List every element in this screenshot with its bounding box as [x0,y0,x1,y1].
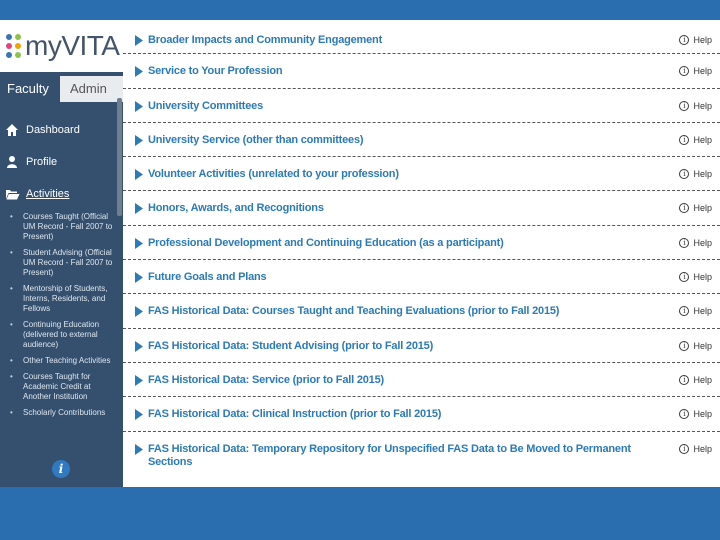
info-icon[interactable]: i [52,460,70,478]
help-label: Help [693,35,712,45]
subnav-item[interactable]: • Courses Taught (Official UM Record - Fall 2007 to Present) [10,212,119,242]
section-title[interactable]: FAS Historical Data: Clinical Instruction (prior to Fall 2015) [148,408,442,421]
help-label: Help [693,409,712,420]
help-info-icon: i [679,444,689,454]
expand-caret-icon[interactable] [135,238,144,250]
role-tabs [0,76,123,102]
subnav-item[interactable]: • Mentorship of Students, Interns, Residents, and Fellows [10,284,119,314]
tab-admin[interactable]: Admin [60,76,123,102]
sidebar-item-dashboard[interactable] [0,114,123,146]
help-link[interactable] [679,202,712,213]
sidebar-item-activities[interactable] [0,178,123,210]
section-title[interactable]: Service to Your Profession [148,65,283,78]
help-label: Help [693,340,712,351]
help-info-icon: i [679,341,689,351]
help-link[interactable] [679,34,712,45]
help-label: Help [693,237,712,248]
subnav-item[interactable]: • Student Advising (Official UM Record - Fall 2007 to Present) [10,248,119,278]
person-icon [4,154,20,170]
section-row[interactable] [123,54,720,88]
help-link[interactable] [679,340,712,351]
sidebar-item-label: Profile [26,156,58,168]
section-title[interactable]: Future Goals and Plans [148,271,267,284]
sidebar-nav [0,102,123,210]
subnav-item[interactable]: • Scholarly Contributions [10,408,119,418]
logo-dot [15,52,21,58]
expand-caret-icon[interactable] [135,409,144,421]
subnav-item[interactable]: • Continuing Education (delivered to external audience) [10,320,119,350]
help-label: Help [693,169,712,180]
home-icon [4,122,20,138]
expand-caret-icon[interactable] [135,101,144,113]
section-title[interactable]: University Committees [148,99,264,112]
help-link[interactable] [679,237,712,248]
section-row[interactable] [123,363,720,397]
help-info-icon: i [679,35,689,45]
help-info-icon: i [679,272,689,282]
logo-dot [6,34,12,40]
section-title[interactable]: Professional Development and Continuing Education (as a participant) [148,236,504,249]
section-row[interactable] [123,432,720,472]
logo-dot [6,43,12,49]
section-row[interactable] [123,89,720,123]
help-info-icon: i [679,169,689,179]
help-label: Help [693,134,712,145]
expand-caret-icon[interactable] [135,135,144,147]
expand-caret-icon[interactable] [135,375,144,387]
help-info-icon: i [679,238,689,248]
activity-section-list [123,20,720,487]
help-info-icon: i [679,135,689,145]
section-row[interactable] [123,329,720,363]
logo-text: myVITA [25,30,120,61]
help-label: Help [693,272,712,283]
section-title[interactable]: FAS Historical Data: Temporary Repository for Unspecified FAS Data to Be Moved to Permanent Sections [148,442,631,468]
logo-dot [15,43,21,49]
help-info-icon: i [679,101,689,111]
help-info-icon: i [679,409,689,419]
help-link[interactable] [679,271,712,282]
section-title[interactable]: Honors, Awards, and Recognitions [148,202,324,215]
help-info-icon: i [679,66,689,76]
section-title[interactable]: FAS Historical Data: Service (prior to Fall 2015) [148,373,384,386]
expand-caret-icon[interactable] [135,306,144,318]
tab-faculty[interactable]: Faculty [0,76,60,102]
help-label: Help [693,443,712,454]
subnav-item[interactable]: • Other Teaching Activities [10,356,119,366]
help-link[interactable] [679,443,712,454]
help-label: Help [693,306,712,317]
expand-caret-icon[interactable] [135,169,144,181]
section-row[interactable] [123,20,720,54]
logo-dots-icon [6,34,21,58]
section-row[interactable] [123,191,720,225]
help-link[interactable] [679,134,712,145]
help-link[interactable] [679,100,712,111]
logo[interactable] [0,20,123,72]
help-label: Help [693,203,712,214]
app-window [0,20,720,487]
expand-caret-icon[interactable] [135,35,144,47]
activities-subnav [0,212,123,418]
subnav-item[interactable]: • Courses Taught for Academic Credit at Another Institution [10,372,119,402]
sidebar-item-profile[interactable] [0,146,123,178]
help-info-icon: i [679,375,689,385]
slide-footer-band [0,487,720,540]
sidebar [0,20,123,487]
section-title[interactable]: Volunteer Activities (unrelated to your profession) [148,168,399,181]
expand-caret-icon[interactable] [135,341,144,353]
sidebar-item-label: Activities [26,188,70,200]
section-title[interactable]: University Service (other than committees) [148,133,364,146]
logo-dot [15,34,21,40]
section-row[interactable] [123,123,720,157]
help-link[interactable] [679,65,712,76]
section-row[interactable] [123,226,720,260]
help-info-icon: i [679,203,689,213]
help-link[interactable] [679,408,712,419]
help-info-icon: i [679,306,689,316]
folder-open-icon [4,186,20,202]
help-link[interactable] [679,374,712,385]
help-label: Help [693,100,712,111]
section-row[interactable] [123,157,720,191]
section-title[interactable]: FAS Historical Data: Student Advising (prior to Fall 2015) [148,339,434,352]
expand-caret-icon[interactable] [135,66,144,78]
help-label: Help [693,374,712,385]
section-row[interactable] [123,294,720,328]
expand-caret-icon[interactable] [135,444,144,456]
expand-caret-icon[interactable] [135,272,144,284]
sidebar-scrollbar[interactable] [117,98,122,216]
section-title[interactable]: Broader Impacts and Community Engagement [148,34,383,46]
section-row[interactable] [123,397,720,431]
sidebar-item-label: Dashboard [26,124,80,136]
help-label: Help [693,66,712,77]
expand-caret-icon[interactable] [135,203,144,215]
section-row[interactable] [123,260,720,294]
help-link[interactable] [679,168,712,179]
section-title[interactable]: FAS Historical Data: Courses Taught and Teaching Evaluations (prior to Fall 2015) [148,305,560,318]
logo-dot [6,52,12,58]
help-link[interactable] [679,305,712,316]
